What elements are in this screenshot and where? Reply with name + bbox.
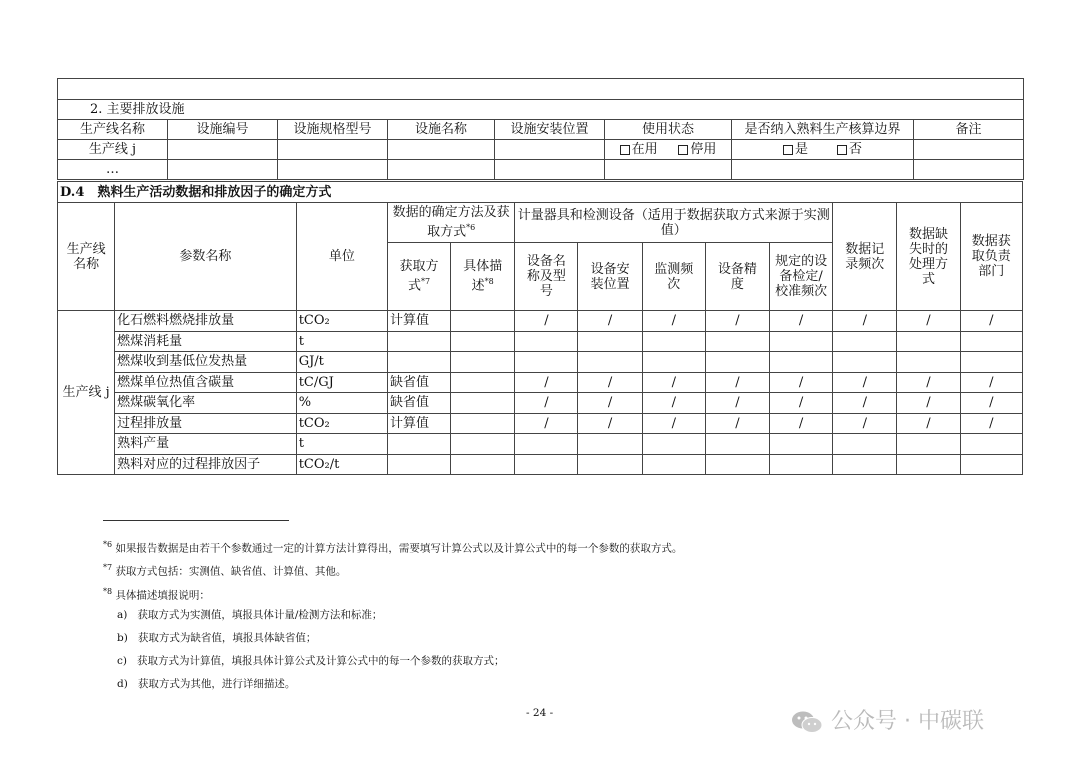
param-cell: 燃煤消耗量: [115, 331, 297, 352]
no-label: 否: [848, 142, 862, 157]
desc-cell: [451, 311, 515, 332]
slash-cell: [897, 454, 960, 475]
slash-cell: /: [642, 311, 705, 332]
header-line-name: 生产线名称: [58, 203, 115, 311]
boundary-cell: [732, 140, 914, 160]
slash-cell: /: [705, 393, 769, 414]
slash-cell: /: [833, 372, 897, 393]
unit-cell: GJ/t: [296, 352, 387, 373]
footnote-7: $^{*7}$ 获取方式包括：实测值、缺省值、计算值、其他。: [103, 563, 347, 578]
param-cell: 燃煤碳氧化率: [115, 393, 297, 414]
section-title: 2. 主要排放设施: [58, 100, 1024, 120]
header-cell: 使用状态: [605, 120, 732, 140]
desc-cell: [451, 413, 515, 434]
slash-cell: /: [960, 393, 1022, 414]
table-cell: [388, 140, 495, 160]
header-param: 参数名称: [115, 203, 297, 311]
slash-cell: [642, 331, 705, 352]
header-device-name: 设备名称及型号: [515, 243, 578, 311]
ellipsis-cell: …: [58, 160, 168, 180]
footnote-item: c) 获取方式为计算值，填报具体计算公式及计算公式中的每一个参数的获取方式；: [117, 655, 505, 667]
watermark: [790, 704, 984, 735]
unit-cell: tCO₂: [296, 311, 387, 332]
param-cell: 化石燃料燃烧排放量: [115, 311, 297, 332]
param-cell: 熟料对应的过程排放因子: [115, 454, 297, 475]
unit-cell: tCO₂: [296, 413, 387, 434]
method-cell: [387, 352, 450, 373]
table-row: [58, 352, 1023, 373]
slash-cell: /: [897, 311, 960, 332]
table-cell: [495, 140, 605, 160]
checkbox-icon: [783, 145, 793, 155]
header-desc: 具体描述$^{*8}$: [451, 243, 515, 311]
header-calibration: 规定的设备检定/校准频次: [770, 243, 833, 311]
desc-cell: [451, 331, 515, 352]
slash-cell: [642, 352, 705, 373]
footnote-item: d) 获取方式为其他，进行详细描述。: [117, 678, 296, 690]
slash-cell: /: [770, 311, 833, 332]
footnote-item: a) 获取方式为实测值，填报具体计量/检测方法和标准；: [117, 609, 383, 621]
slash-cell: [515, 331, 578, 352]
desc-cell: [451, 393, 515, 414]
slash-cell: [642, 454, 705, 475]
desc-cell: [451, 454, 515, 475]
header-cell: 设施编号: [168, 120, 278, 140]
footnote-8: $^{*8}$ 具体描述填报说明：: [103, 587, 210, 602]
table-row: [58, 393, 1023, 414]
unit-cell: tC/GJ: [296, 372, 387, 393]
header-missing: 数据缺失时的处理方式: [897, 203, 960, 311]
yes-label: 是: [795, 142, 809, 157]
slash-cell: [897, 331, 960, 352]
table-row: [58, 331, 1023, 352]
slash-cell: /: [515, 393, 578, 414]
slash-cell: [897, 434, 960, 455]
header-cell: 设施名称: [388, 120, 495, 140]
header-method: 获取方式$^{*7}$: [387, 243, 450, 311]
footnote-item: b) 获取方式为缺省值，填报具体缺省值；: [117, 632, 317, 644]
table-cell: [914, 140, 1024, 160]
table-row: [58, 372, 1023, 393]
method-cell: [387, 331, 450, 352]
checkbox-icon: [837, 145, 847, 155]
slash-cell: /: [833, 311, 897, 332]
d4-table: [57, 181, 1023, 475]
method-cell: 缺省值: [387, 372, 450, 393]
table-row: [58, 311, 1023, 332]
method-cell: 计算值: [387, 311, 450, 332]
table-cell: [168, 140, 278, 160]
checkbox-icon: [620, 145, 630, 155]
slash-cell: [960, 331, 1022, 352]
status-stopped-label: 停用: [690, 142, 717, 157]
slash-cell: [833, 434, 897, 455]
checkbox-icon: [678, 145, 688, 155]
slash-cell: [960, 434, 1022, 455]
slash-cell: /: [705, 311, 769, 332]
slash-cell: [833, 454, 897, 475]
unit-cell: t: [296, 331, 387, 352]
header-cell: 设施规格型号: [278, 120, 388, 140]
slash-cell: /: [897, 372, 960, 393]
table-row: [58, 434, 1023, 455]
unit-cell: t: [296, 434, 387, 455]
header-cell: 备注: [914, 120, 1024, 140]
table-row: [58, 413, 1023, 434]
header-device-location: 设备安装位置: [578, 243, 642, 311]
slash-cell: /: [833, 393, 897, 414]
footnote-6: $^{*6}$ 如果报告数据是由若干个参数通过一定的计算方法计算得出，需要填写计算公式以及计算公式中的每一个参数的获取方式。: [103, 540, 683, 555]
method-cell: [387, 454, 450, 475]
slash-cell: /: [770, 393, 833, 414]
header-cell: 是否纳入熟料生产核算边界: [732, 120, 914, 140]
slash-cell: [705, 454, 769, 475]
unit-cell: tCO₂/t: [296, 454, 387, 475]
slash-cell: [960, 352, 1022, 373]
desc-cell: [451, 372, 515, 393]
param-cell: 过程排放量: [115, 413, 297, 434]
slash-cell: [578, 352, 642, 373]
slash-cell: [705, 331, 769, 352]
slash-cell: /: [578, 393, 642, 414]
slash-cell: /: [642, 413, 705, 434]
slash-cell: /: [515, 311, 578, 332]
slash-cell: /: [642, 393, 705, 414]
d4-title: D.4 熟料生产活动数据和排放因子的确定方式: [58, 182, 1023, 203]
slash-cell: /: [897, 413, 960, 434]
unit-cell: %: [296, 393, 387, 414]
slash-cell: [515, 352, 578, 373]
slash-cell: [770, 352, 833, 373]
slash-cell: /: [960, 413, 1022, 434]
slash-cell: [578, 454, 642, 475]
slash-cell: /: [770, 413, 833, 434]
header-precision: 设备精度: [705, 243, 769, 311]
slash-cell: /: [515, 413, 578, 434]
line-name-cell: 生产线 j: [58, 140, 168, 160]
table-cell: [278, 140, 388, 160]
header-monitor-freq: 监测频次: [642, 243, 705, 311]
status-in-use-label: 在用: [631, 142, 658, 157]
header-cell: 生产线名称: [58, 120, 168, 140]
slash-cell: [770, 454, 833, 475]
slash-cell: [515, 454, 578, 475]
slash-cell: [770, 331, 833, 352]
slash-cell: [578, 331, 642, 352]
slash-cell: [960, 454, 1022, 475]
method-cell: 缺省值: [387, 393, 450, 414]
slash-cell: /: [960, 311, 1022, 332]
slash-cell: /: [578, 372, 642, 393]
slash-cell: /: [770, 372, 833, 393]
param-cell: 熟料产量: [115, 434, 297, 455]
row-group-line: 生产线 j: [58, 311, 115, 475]
facilities-table: [57, 78, 1024, 180]
slash-cell: /: [642, 372, 705, 393]
footnote-rule: [103, 520, 289, 521]
slash-cell: [833, 331, 897, 352]
slash-cell: /: [833, 413, 897, 434]
status-cell: [605, 140, 732, 160]
desc-cell: [451, 434, 515, 455]
slash-cell: [833, 352, 897, 373]
table-row: [58, 454, 1023, 475]
slash-cell: /: [515, 372, 578, 393]
method-cell: 计算值: [387, 413, 450, 434]
slash-cell: [578, 434, 642, 455]
page-number: - 24 -: [526, 707, 554, 719]
slash-cell: /: [578, 413, 642, 434]
param-cell: 燃煤收到基低位发热量: [115, 352, 297, 373]
slash-cell: /: [578, 311, 642, 332]
slash-cell: /: [960, 372, 1022, 393]
header-method-group: 数据的确定方法及获取方式$^{*6}$: [387, 203, 514, 243]
slash-cell: /: [705, 372, 769, 393]
slash-cell: [705, 352, 769, 373]
header-dept: 数据获取负责部门: [960, 203, 1022, 311]
param-cell: 燃煤单位热值含碳量: [115, 372, 297, 393]
desc-cell: [451, 352, 515, 373]
method-cell: [387, 434, 450, 455]
header-unit: 单位: [296, 203, 387, 311]
slash-cell: [897, 352, 960, 373]
header-meter-group: 计量器具和检测设备（适用于数据获取方式来源于实测值）: [515, 203, 833, 243]
slash-cell: /: [705, 413, 769, 434]
watermark-text: 公众号 · 中碳联: [831, 709, 984, 734]
header-cell: 设施安装位置: [495, 120, 605, 140]
slash-cell: [515, 434, 578, 455]
slash-cell: [705, 434, 769, 455]
header-record-freq: 数据记录频次: [833, 203, 897, 311]
slash-cell: [642, 434, 705, 455]
wechat-icon: [790, 710, 824, 734]
slash-cell: /: [897, 393, 960, 414]
blank-row: [58, 79, 1024, 100]
slash-cell: [770, 434, 833, 455]
